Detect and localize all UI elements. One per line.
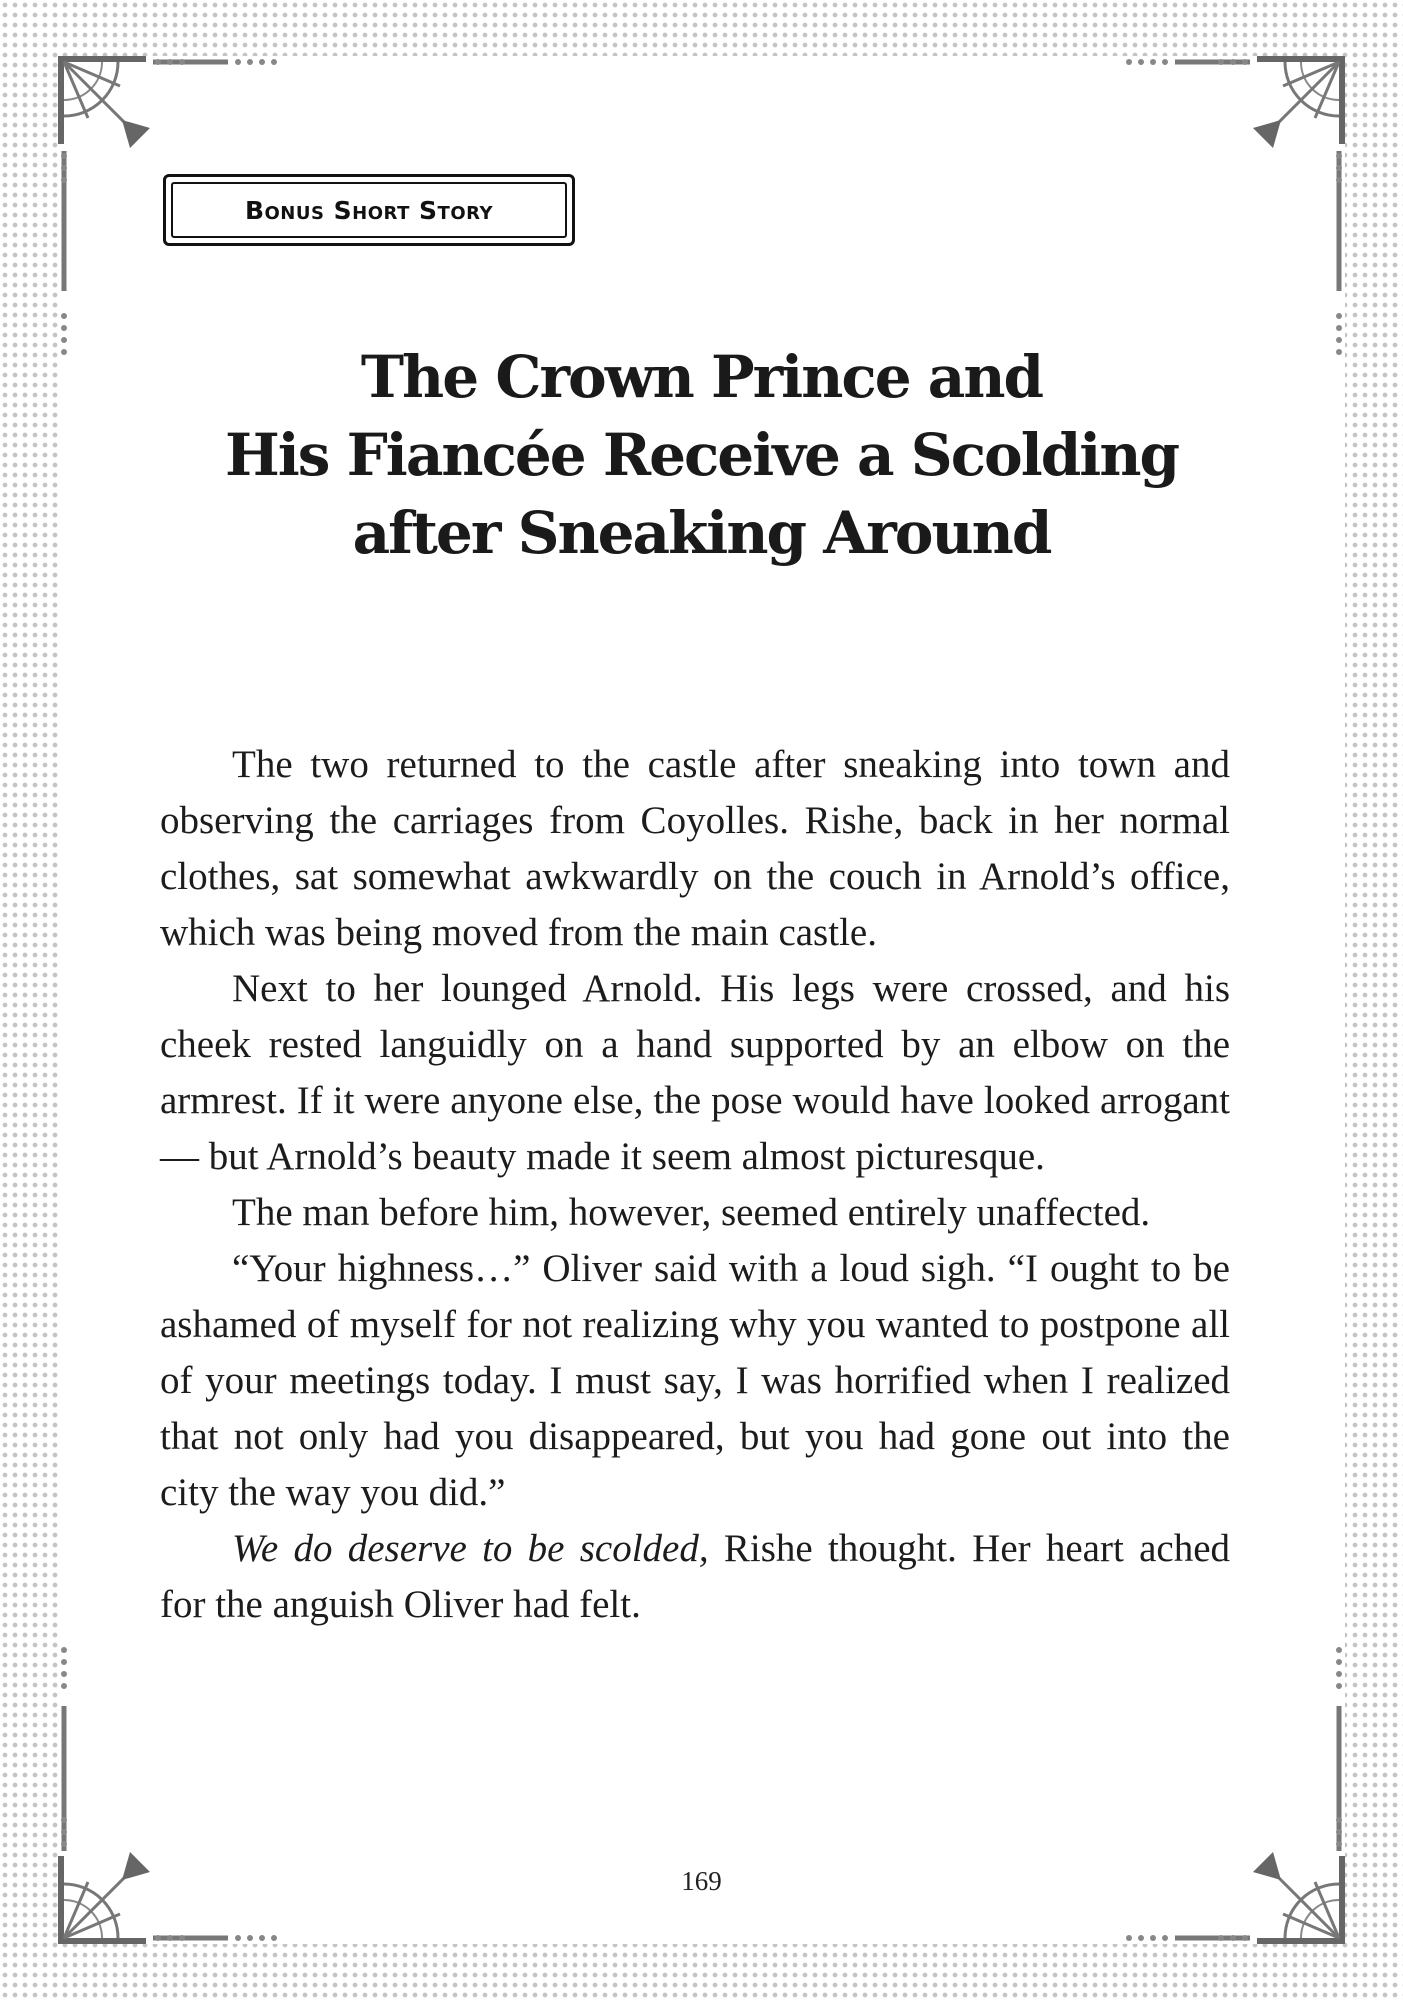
paragraph: The man before him, however, seemed entirely unaffected.: [232, 1191, 1151, 1234]
story-body: [160, 737, 1230, 1633]
title-line: after Sneaking Around: [352, 499, 1051, 567]
page-number: 169: [681, 1866, 722, 1896]
chapter-title: [150, 338, 1253, 572]
badge-label: Bonus Short Story: [244, 195, 494, 225]
paragraph-text: Rishe thought. Her heart ached for the anguish Oliver had felt.: [160, 1527, 1230, 1626]
title-line: His Fiancée Receive a Scolding: [224, 421, 1179, 489]
paragraph-italic: We do deserve to be scolded,: [232, 1527, 709, 1570]
paragraph: “Your highness…” Oliver said with a loud sigh. “I ought to be ashamed of myself for not realizing why you wanted to postpone all of your meetings today. I must say, I was horrified when I realized that not only had you disappeared, but you had gone out into the city the way you did.”: [160, 1247, 1230, 1514]
corner-ornament: [58, 56, 185, 183]
paragraph: Next to her lounged Arnold. His legs were crossed, and his cheek rested languidly on a hand supported by an elbow on the armrest. If it were anyone else, the pose would have looked arrogant— but Arnold’s beauty made it seem almost picturesque.: [160, 967, 1230, 1178]
bonus-story-badge: [163, 174, 575, 246]
paragraph: [160, 1521, 1230, 1633]
paragraph: The two returned to the castle after sneaking into town and observing the carriages from Coyolles. Rishe, back in her normal clothes, sat somewhat awkwardly on the couch in Arnold’s office, which was being moved from the main castle.: [160, 743, 1230, 954]
title-line: The Crown Prince and: [360, 343, 1043, 411]
